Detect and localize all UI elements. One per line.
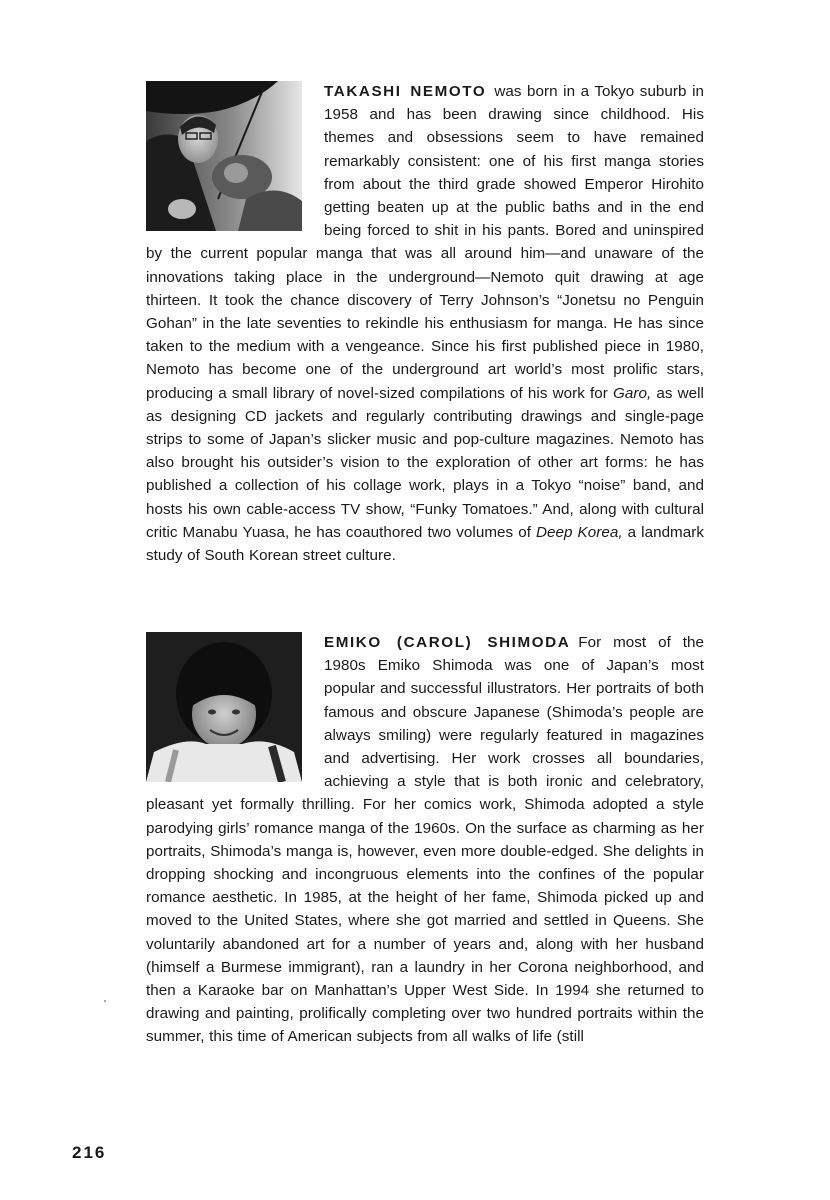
- scan-speck: [104, 1000, 106, 1002]
- bio-name: EMIKO (CAROL) SHIMODA: [324, 634, 571, 651]
- page-number: 216: [72, 1143, 107, 1162]
- bio-emiko-shimoda: [146, 631, 704, 1049]
- book-title-deep-korea: Deep Korea,: [536, 523, 623, 541]
- bio-takashi-nemoto: [146, 80, 704, 567]
- magazine-title-garo: Garo,: [613, 384, 652, 402]
- bio-name: TAKASHI NEMOTO: [324, 83, 487, 100]
- bio-segment: as well as designing CD jackets and regularly contributing drawings and single-page strips to some of Japan’s slicker music and pop-culture magazines. Nemoto has also brought his outsider’s vision to the exploration of other art forms: he has published a collection of his collage work, plays in a Tokyo “noise” band, and hosts his own cable-access TV show, “Funky Tomatoes.” And, along with cultural critic Manabu Yuasa, he has coauthored two volumes of: [146, 384, 704, 541]
- photo-emiko-shimoda: [146, 632, 302, 782]
- photo-takashi-nemoto: [146, 81, 302, 231]
- bio-segment: For most of the 1980s Emiko Shimoda was one of Japan’s most popular and successful illustrators. Her portraits of both famous and obscure Japanese (Shimoda’s people are always smiling) were regularly featured in magazines and advertising. Her work crosses all boundaries, achieving a style that is both ironic and celebratory, pleasant yet formally thrilling. For her comics work, Shimoda adopted a style parodying girls’ romance manga of the 1960s. On the surface as charming as her portraits, Shimoda’s manga is, however, even more double-edged. She delights in dropping shocking and incongruous elements into the confines of the popular romance aesthetic. In 1985, at the height of her fame, Shimoda picked up and moved to the United States, where she got married and settled in Queens. She voluntarily abandoned art for a number of years and, along with her husband (himself a Burmese immigrant), ran a laundry in her Corona neighborhood, and then a Karaoke bar on Manhattan’s Upper West Side. In 1994 she returned to drawing and painting, prolifically completing over two hundred portraits within the summer, this time of American subjects from all walks of life (still: [146, 634, 704, 1046]
- bio-segment: was born in a Tokyo suburb in 1958 and has been drawing since childhood. His themes and obsessions seem to have remained remarkably consistent: one of his first manga stories from about the third grade showed Emperor Hirohito getting beaten up at the public baths and in the end being forced to shit in his pants. Bored and uninspired by the current popular manga that was all around him—and unaware of the innovations taking place in the underground—Nemoto quit drawing at age thirteen. It took the chance discovery of Terry Johnson’s “Jonetsu no Penguin Gohan” in the late seventies to rekindle his enthusiasm for manga. He has since taken to the medium with a vengeance. Since his first published piece in 1980, Nemoto has become one of the underground art world’s most prolific stars, producing a small library of novel-sized compilations of his work for: [146, 83, 704, 402]
- bio-segment: a landmark study of South Korean street culture.: [146, 523, 705, 565]
